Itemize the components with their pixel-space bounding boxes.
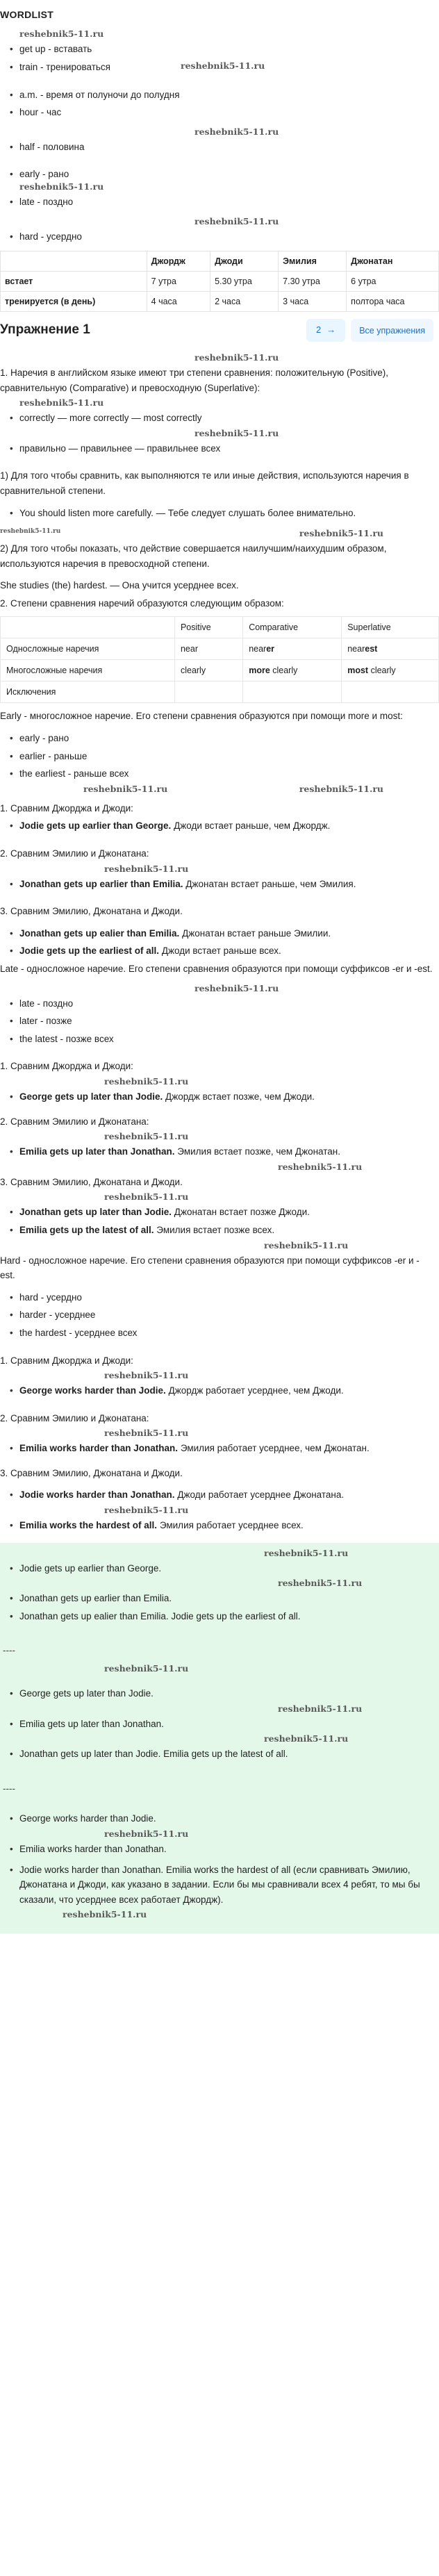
comparison-list xyxy=(0,875,439,893)
list-item: • Jonathan gets up ealier than Emilia. Jodie gets up the earliest of all. xyxy=(19,1608,439,1626)
watermark: reshebnik5-11.ru xyxy=(194,215,279,226)
table-header: Эмилия xyxy=(279,251,347,272)
answer-sentence: Jonathan gets up ealier than Emilia. xyxy=(19,927,180,939)
list-item: • the latest - позже всех xyxy=(19,1030,439,1048)
answer-sentence: George works harder than Jodie. xyxy=(19,1385,166,1396)
table-header: Positive xyxy=(174,617,242,638)
list-item: • earlier - раньше xyxy=(19,748,439,766)
list-item xyxy=(19,1143,439,1161)
list-item: • Jodie gets up earlier than George. xyxy=(19,1560,439,1578)
comparative-base: near xyxy=(249,644,267,654)
list-item: • the earliest - раньше всех xyxy=(19,765,439,783)
answer-sentence: Jodie gets up the earliest of all. xyxy=(19,946,160,957)
next-exercise-label: 2 xyxy=(315,324,322,336)
answer-list xyxy=(0,1810,439,1828)
table-row xyxy=(1,660,439,682)
comparison-title: 3. Сравним Эмилию, Джонатана и Джоди. xyxy=(0,906,183,917)
answer-list xyxy=(0,1560,439,1578)
comparative-suffix: er xyxy=(266,644,275,654)
table-cell: тренируется (в день) xyxy=(1,292,147,312)
answer-list xyxy=(0,1590,439,1625)
answer-sentence: Emilia works harder than Jonathan. xyxy=(19,1443,179,1454)
list-item: • правильно — правильнее — правильнее всех xyxy=(19,440,439,458)
watermark: reshebnik5-11.ru xyxy=(104,1505,189,1516)
list-item xyxy=(19,1221,439,1239)
table-cell: 6 утра xyxy=(347,272,439,292)
table-row xyxy=(1,638,439,660)
answer-list xyxy=(0,1715,439,1733)
list-item xyxy=(19,925,439,943)
table-header xyxy=(1,251,147,272)
example-list xyxy=(0,440,439,458)
table-cell: near xyxy=(174,638,242,660)
table-cell xyxy=(243,660,342,682)
comparison-list xyxy=(0,1486,439,1504)
all-exercises-button[interactable]: Все упражнения xyxy=(351,319,433,342)
translation: Эмилия работает усерднее всех. xyxy=(157,1520,304,1531)
list-item: • get up - вставать xyxy=(19,40,439,58)
answer-list xyxy=(0,1840,439,1858)
comparison-title: 1. Сравним Джорджа и Джоди: xyxy=(0,1355,133,1366)
exercise-title: Упражнение 1 xyxy=(0,322,90,338)
table-row xyxy=(1,292,439,312)
watermark: reshebnik5-11.ru xyxy=(299,528,383,539)
watermark: reshebnik5-11.ru xyxy=(264,1547,349,1558)
list-item: • correctly — more correctly — most correctly xyxy=(19,409,439,427)
table-header: Джонатан xyxy=(347,251,439,272)
answer-list xyxy=(0,1861,439,1909)
list-item: • Emilia gets up later than Jonathan. xyxy=(19,1715,439,1733)
watermark: reshebnik5-11.ru xyxy=(278,1161,363,1172)
comparison-title: 1. Сравним Джорджа и Джоди: xyxy=(0,1061,133,1072)
table-cell: встает xyxy=(1,272,147,292)
answer-sentence: Emilia works the hardest of all. xyxy=(19,1520,158,1531)
comparison-title: 2. Сравним Эмилию и Джонатана: xyxy=(0,848,149,859)
list-item xyxy=(19,1486,439,1504)
translation: Джоди встает раньше всех. xyxy=(159,946,281,957)
list-item xyxy=(19,1517,439,1535)
list-item: • later - позже xyxy=(19,1012,439,1030)
answer-sentence: Emilia gets up later than Jonathan. xyxy=(19,1146,175,1157)
table-cell xyxy=(243,638,342,660)
watermark: reshebnik5-11.ru xyxy=(104,1828,189,1839)
comparative-word: more xyxy=(249,666,270,676)
degrees-table xyxy=(0,616,439,703)
superlative-word: most xyxy=(347,666,369,676)
watermark: reshebnik5-11.ru xyxy=(264,1733,349,1744)
comparison-list xyxy=(0,1088,439,1106)
table-header xyxy=(1,617,175,638)
list-item xyxy=(19,1382,439,1400)
answer-list xyxy=(0,1745,439,1763)
translation: Джордж работает усерднее, чем Джоди. xyxy=(165,1385,344,1396)
watermark: reshebnik5-11.ru xyxy=(264,1239,349,1250)
watermark: reshebnik5-11.ru xyxy=(104,1131,189,1142)
table-cell: 7 утра xyxy=(147,272,210,292)
table-cell: 7.30 утра xyxy=(279,272,347,292)
comparison-list xyxy=(0,925,439,960)
list-item: • harder - усерднее xyxy=(19,1306,439,1324)
list-item: • You should listen more carefully. — Тебе следует слушать более внимательно. xyxy=(19,504,439,522)
list-item: • late - поздно xyxy=(19,193,439,211)
watermark: reshebnik5-11.ru xyxy=(19,181,104,192)
wordlist xyxy=(0,193,439,211)
translation: Джонатан встает позже Джоди. xyxy=(172,1207,310,1218)
table-header: Джоди xyxy=(210,251,279,272)
separator: ---- xyxy=(3,1783,15,1794)
forms-list xyxy=(0,995,439,1048)
watermark: reshebnik5-11.ru xyxy=(194,982,279,993)
example-list xyxy=(0,409,439,427)
table-cell: 5.30 утра xyxy=(210,272,279,292)
comparative-base: clearly xyxy=(270,666,298,676)
table-cell: Односложные наречия xyxy=(1,638,175,660)
forms-list xyxy=(0,1289,439,1342)
watermark: reshebnik5-11.ru xyxy=(278,1703,363,1714)
translation: Джордж встает позже, чем Джоди. xyxy=(163,1091,315,1102)
section-intro: Late - односложное наречие. Его степени сравнения образуются при помощи суффиксов -er и -est. xyxy=(0,964,433,974)
watermark: reshebnik5-11.ru xyxy=(104,863,189,874)
separator: ---- xyxy=(3,1645,15,1656)
translation: Эмилия работает усерднее, чем Джонатан. xyxy=(178,1443,370,1454)
list-item: • a.m. - время от полуночи до полудня xyxy=(19,86,439,104)
answer-sentence: Jodie gets up earlier than George. xyxy=(19,820,172,832)
watermark: reshebnik5-11.ru xyxy=(19,397,104,408)
table-cell: полтора часа xyxy=(347,292,439,312)
wordlist-title: WORDLIST xyxy=(0,9,54,20)
table-cell: Исключения xyxy=(1,682,175,703)
exercise-header xyxy=(0,316,439,345)
table-header: Джордж xyxy=(147,251,210,272)
answer-sentence: George gets up later than Jodie. xyxy=(19,1091,163,1102)
theory-paragraph: 2. Степени сравнения наречий образуются следующим образом: xyxy=(0,597,284,609)
answer-block xyxy=(0,1543,439,1934)
table-cell: 2 часа xyxy=(210,292,279,312)
list-item: • hard - усердно xyxy=(19,228,439,246)
schedule-table xyxy=(0,251,439,312)
list-item: • George gets up later than Jodie. xyxy=(19,1685,439,1703)
superlative-suffix: est xyxy=(365,644,378,654)
translation: Эмилия встает позже всех. xyxy=(154,1224,275,1235)
list-item xyxy=(19,1203,439,1221)
table-cell: 3 часа xyxy=(279,292,347,312)
comparison-title: 1. Сравним Джорджа и Джоди: xyxy=(0,802,133,814)
watermark: reshebnik5-11.ru xyxy=(63,1909,147,1920)
theory-paragraph: She studies (the) hardest. — Она учится усерднее всех. xyxy=(0,580,239,591)
forms-list xyxy=(0,729,439,783)
list-item xyxy=(19,1439,439,1458)
comparison-title: 3. Сравним Эмилию, Джонатана и Джоди. xyxy=(0,1467,183,1478)
list-item: • Jodie works harder than Jonathan. Emilia works the hardest of all (если сравнивать Эмилию, Джонатана и Джоди, как указано в задании. Если бы мы сравнивали всех 4 ребят, то мы бы сказали, что усерднее всех работает Джордж). xyxy=(19,1861,439,1909)
list-item xyxy=(19,875,439,893)
list-item: • George works harder than Jodie. xyxy=(19,1810,439,1828)
comparison-title: 2. Сравним Эмилию и Джонатана: xyxy=(0,1116,149,1127)
comparison-list xyxy=(0,1382,439,1400)
answer-sentence: Jonathan gets up earlier than Emilia. xyxy=(19,878,183,889)
theory-paragraph: 1) Для того чтобы сравнить, как выполняются те или иные действия, используются наречия в сравнительной степени. xyxy=(0,470,409,496)
answer-sentence: Jonathan gets up later than Jodie. xyxy=(19,1207,172,1218)
list-item: • half - половина xyxy=(19,138,439,156)
watermark: reshebnik5-11.ru xyxy=(278,1578,363,1589)
comparison-list xyxy=(0,1517,439,1535)
table-cell xyxy=(342,638,439,660)
table-cell: clearly xyxy=(174,660,242,682)
list-item: • early - рано xyxy=(19,729,439,748)
table-cell xyxy=(342,682,439,703)
section-intro: Early - многосложное наречие. Его степени сравнения образуются при помощи more и most: xyxy=(0,711,403,722)
list-item: • Jonathan gets up later than Jodie. Emilia gets up the latest of all. xyxy=(19,1745,439,1763)
list-item: • early - рано xyxy=(19,165,439,183)
list-item: • the hardest - усерднее всех xyxy=(19,1324,439,1342)
answer-sentence: Emilia gets up the latest of all. xyxy=(19,1224,154,1235)
watermark: reshebnik5-11.ru xyxy=(194,352,279,363)
comparison-list xyxy=(0,817,439,835)
watermark-row xyxy=(0,783,439,795)
example-list xyxy=(0,504,439,522)
watermark-row xyxy=(0,527,439,540)
theory-paragraph: 1. Наречия в английском языке имеют три степени сравнения: положительную (Positive), сравнительную (Comparative) и превосходную (Superlative): xyxy=(0,367,389,393)
table-header: Comparative xyxy=(243,617,342,638)
list-item: • train - тренироваться xyxy=(19,58,439,76)
table-cell: Многосложные наречия xyxy=(1,660,175,682)
wordlist xyxy=(0,86,439,122)
wordlist xyxy=(0,228,439,246)
comparison-list xyxy=(0,1439,439,1458)
list-item: • Emilia works harder than Jonathan. xyxy=(19,1840,439,1858)
page: WORDLIST reshebnik5-11.ru • get up - вставать • train - тренироваться reshebnik5-11.ru • a.m. - время от полуночи до полудня • hour - час reshebnik5-11.ru • half - половина • early - рано reshebnik5-11.ru • late - поздно reshebnik5-11.ru • hard - усердно Джордж Джоди Эмилия Джонатан встает 7 утра 5.30 утра 7.30 утра 6 утра тренируется (в день) 4 часа 2 часа 3 часа полтора часа Упражнение 1 2 → Все упражнения reshebnik5-11.ru 1. Наречия в английском языке имеют три степени сравнения: положительную (Positive), сравнительную (Comparative) и превосходную (Superlative): reshebnik5-11.ru • correctly — more correctly — most correctly reshebnik5-11.ru • правильно — правильнее — правильнее всех 1) Для того чтобы сравнить, как выполняются те или иные действия, используются наречия в сравнительной степени. • You should listen more carefully. — Тебе следует слушать более внимательно. reshebnik5-11.ru reshebnik5-11.ru 2) Для того чтобы показать, что действие совершается наилучшим/наихудшим образом, используются наречия в превосходной степени. She studies (the) hardest. — Она учится усерднее всех. 2. Степени сравнения наречий образуются следующим образом: Positive Comparative Superlative Односложные наречия near nearer nearest Многосложные наречия clearly more clearly most clearly Исключения Early - многосложное наречие. Его степени сравнения образуются при помощи more и most: • early - рано • earlier - раньше • the earliest - раньше всех reshebnik5-11.ru reshebnik5-11.ru 1. Сравним Джорджа и Джоди: • Jodie gets up earlier than George. Джоди встает раньше, чем Джордж. 2. Сравним Эмилию и Джонатана: reshebnik5-11.ru • Jonathan gets up earlier than Emilia. Джонатан встает раньше, чем Эмилия. 3. Сравним Эмилию, Джонатана и Джоди. • Jonathan gets up ealier than Emilia. Джонатан встает раньше Эмилии. • Jodie gets up the earliest of all. Джоди встает раньше всех. Late - односложное наречие. Его степени сравнения образуются при помощи суффиксов -er и -est. reshebnik5-11.ru • late - поздно • later - позже • the latest - позже всех 1. Сравним Джорджа и Джоди: reshebnik5-11.ru • George gets up later than Jodie. Джордж встает позже, чем Джоди. 2. Сравним Эмилию и Джонатана: reshebnik5-11.ru • Emilia gets up later than Jonathan. Эмилия встает позже, чем Джонатан. reshebnik5-11.ru 3. Сравним Эмилию, Джонатана и Джоди. reshebnik5-11.ru • Jonathan gets up later than Jodie. Джонатан встает позже Джоди. • Emilia gets up the latest of all. Эмилия встает позже всех. reshebnik5-11.ru Hard - односложное наречие. Его степени сравнения образуются при помощи суффиксов -er и -est. • hard - усердно • harder - усерднее • the hardest - усерднее всех 1. Сравним Джорджа и Джоди: reshebnik5-11.ru • George works harder than Jodie. Джордж работает усерднее, чем Джоди. 2. Сравним Эмилию и Джонатана: reshebnik5-11.ru • Emilia works harder than Jonathan. Эмилия работает усерднее, чем Джонатан. 3. Сравним Эмилию, Джонатана и Джоди. • Jodie works harder than Jonathan. Джоди работает усерднее Джонатана. reshebnik5-11.ru • Emilia works the hardest of all. Эмилия работает усерднее всех. reshebnik5-11.ru • Jodie gets up earlier than George. reshebnik5-11.ru • Jonathan gets up earlier than Emilia. • Jonathan gets up ealier than Emilia. Jodie gets up the earliest of all. ---- reshebnik5-11.ru • George gets up later than Jodie. reshebnik5-11.ru • Emilia gets up later than Jonathan. reshebnik5-11.ru • Jonathan gets up later than Jodie. Emilia gets up the latest of all. ---- • George works harder than Jodie. reshebnik5-11.ru • Emilia works harder than Jonathan. • Jodie works harder than Jonathan. Emilia works the hardest of all (если сравнивать Эмилию, Джонатана и Джоди, как указано в задании. Если бы мы сравнивали всех 4 ребят, то мы бы сказали, что усерднее всех работает Джордж). reshebnik5-11.ru xyxy=(0,0,439,1954)
table-cell: 4 часа xyxy=(147,292,210,312)
translation: Джоди встает раньше, чем Джордж. xyxy=(171,820,331,832)
comparison-title: 2. Сравним Эмилию и Джонатана: xyxy=(0,1412,149,1423)
table-row xyxy=(1,272,439,292)
list-item: • hour - час xyxy=(19,104,439,122)
comparison-title: 3. Сравним Эмилию, Джонатана и Джоди. xyxy=(0,1176,183,1187)
answer-list xyxy=(0,1685,439,1703)
comparison-list xyxy=(0,1203,439,1239)
watermark: reshebnik5-11.ru xyxy=(19,28,104,40)
answer-sentence: Jodie works harder than Jonathan. xyxy=(19,1489,175,1501)
watermark: reshebnik5-11.ru xyxy=(104,1663,189,1674)
list-item xyxy=(19,1088,439,1106)
translation: Джоди работает усерднее Джонатана. xyxy=(174,1489,345,1501)
watermark: reshebnik5-11.ru xyxy=(104,1191,189,1203)
superlative-base: near xyxy=(347,644,365,654)
list-item: • late - поздно xyxy=(19,995,439,1013)
section-intro: Hard - односложное наречие. Его степени сравнения образуются при помощи суффиксов -er и -est. xyxy=(0,1255,420,1281)
arrow-right-icon: → xyxy=(326,324,336,336)
table-row xyxy=(1,682,439,703)
watermark: reshebnik5-11.ru xyxy=(194,126,279,137)
theory-paragraph: 2) Для того чтобы показать, что действие совершается наилучшим/наихудшим образом, используются наречия в превосходной степени. xyxy=(0,543,387,569)
translation: Эмилия встает позже, чем Джонатан. xyxy=(174,1146,341,1157)
comparison-list xyxy=(0,1143,439,1161)
watermark: reshebnik5-11.ru xyxy=(0,528,61,536)
superlative-base: clearly xyxy=(368,666,396,676)
watermark: reshebnik5-11.ru xyxy=(194,427,279,438)
translation: Джонатан встает раньше, чем Эмилия. xyxy=(183,878,356,889)
watermark: reshebnik5-11.ru xyxy=(104,1370,189,1381)
table-cell xyxy=(243,682,342,703)
next-exercise-button[interactable] xyxy=(306,319,345,342)
watermark: reshebnik5-11.ru xyxy=(104,1075,189,1087)
watermark: reshebnik5-11.ru xyxy=(104,1428,189,1439)
table-header: Superlative xyxy=(342,617,439,638)
wordlist xyxy=(0,138,439,156)
translation: Джонатан встает раньше Эмилии. xyxy=(179,927,331,939)
watermark: reshebnik5-11.ru xyxy=(299,783,383,794)
table-cell xyxy=(342,660,439,682)
list-item xyxy=(19,942,439,960)
list-item: • hard - усердно xyxy=(19,1289,439,1307)
watermark: reshebnik5-11.ru xyxy=(83,783,168,794)
exercise-nav xyxy=(306,319,433,342)
list-item: • Jonathan gets up earlier than Emilia. xyxy=(19,1590,439,1608)
list-item xyxy=(19,817,439,835)
table-cell xyxy=(174,682,242,703)
